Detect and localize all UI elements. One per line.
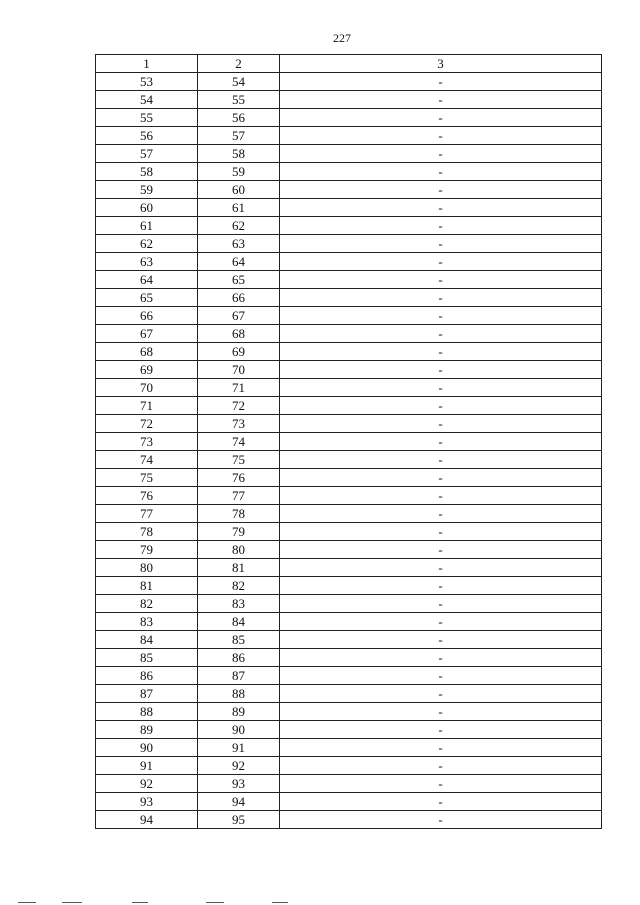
table-row [96,775,602,793]
table-cell-col-2: 67 [198,307,280,325]
table-cell-col-2: 62 [198,217,280,235]
table-row [96,523,602,541]
data-table [95,54,602,829]
table-cell-col-2: 64 [198,253,280,271]
table-cell-col-3: - [280,343,602,361]
column-header-1: 1 [96,55,198,73]
table-cell-col-3: - [280,487,602,505]
table-cell-col-1: 85 [96,649,198,667]
table-row [96,253,602,271]
table-cell-col-3: - [280,397,602,415]
table-cell-col-3: - [280,127,602,145]
table-cell-col-2: 56 [198,109,280,127]
table-cell-col-1: 72 [96,415,198,433]
column-header-3: 3 [280,55,602,73]
table-row [96,487,602,505]
table-cell-col-3: - [280,109,602,127]
table-cell-col-3: - [280,721,602,739]
table-cell-col-3: - [280,271,602,289]
table-cell-col-2: 89 [198,703,280,721]
table-cell-col-3: - [280,145,602,163]
table-cell-col-2: 54 [198,73,280,91]
table-row [96,343,602,361]
table-cell-col-1: 82 [96,595,198,613]
table-cell-col-3: - [280,523,602,541]
table-cell-col-3: - [280,469,602,487]
table-row [96,541,602,559]
table-cell-col-2: 55 [198,91,280,109]
table-row [96,415,602,433]
table-cell-col-2: 83 [198,595,280,613]
table-cell-col-1: 64 [96,271,198,289]
table-cell-col-1: 62 [96,235,198,253]
table-cell-col-2: 58 [198,145,280,163]
table-cell-col-2: 85 [198,631,280,649]
table-row [96,127,602,145]
table-cell-col-3: - [280,739,602,757]
table-row [96,811,602,829]
table-cell-col-2: 57 [198,127,280,145]
table-row [96,595,602,613]
table-row [96,667,602,685]
table-cell-col-3: - [280,289,602,307]
table-cell-col-1: 90 [96,739,198,757]
table-cell-col-2: 71 [198,379,280,397]
table-cell-col-1: 61 [96,217,198,235]
table-row [96,361,602,379]
table-cell-col-1: 79 [96,541,198,559]
table-row [96,235,602,253]
table-cell-col-3: - [280,91,602,109]
table-cell-col-3: - [280,73,602,91]
page-number: 227 [333,31,351,45]
table-cell-col-3: - [280,307,602,325]
header-row [96,55,602,73]
table-row [96,505,602,523]
table-cell-col-2: 94 [198,793,280,811]
table-cell-col-2: 73 [198,415,280,433]
table-row [96,181,602,199]
table-cell-col-2: 74 [198,433,280,451]
table-cell-col-1: 81 [96,577,198,595]
table-cell-col-2: 80 [198,541,280,559]
table-cell-col-3: - [280,541,602,559]
table-cell-col-1: 53 [96,73,198,91]
table-row [96,163,602,181]
table-cell-col-3: - [280,775,602,793]
table-cell-col-1: 83 [96,613,198,631]
table-cell-col-3: - [280,613,602,631]
table-row [96,145,602,163]
table-body [96,73,602,829]
table-cell-col-1: 59 [96,181,198,199]
table-cell-col-2: 65 [198,271,280,289]
table-cell-col-1: 58 [96,163,198,181]
table-cell-col-3: - [280,811,602,829]
table-cell-col-3: - [280,505,602,523]
table-cell-col-2: 68 [198,325,280,343]
table-cell-col-2: 72 [198,397,280,415]
table-cell-col-3: - [280,163,602,181]
table-cell-col-2: 76 [198,469,280,487]
table-row [96,469,602,487]
table-cell-col-1: 54 [96,91,198,109]
table-row [96,559,602,577]
table-cell-col-2: 87 [198,667,280,685]
table-cell-col-2: 92 [198,757,280,775]
table-cell-col-1: 74 [96,451,198,469]
table-cell-col-1: 71 [96,397,198,415]
table-cell-col-1: 94 [96,811,198,829]
table-row [96,703,602,721]
table-row [96,451,602,469]
table-cell-col-2: 79 [198,523,280,541]
table-row [96,217,602,235]
table-cell-col-1: 88 [96,703,198,721]
table-cell-col-2: 81 [198,559,280,577]
table-cell-col-2: 70 [198,361,280,379]
table-header [96,55,602,73]
table-row [96,613,602,631]
table-cell-col-1: 86 [96,667,198,685]
table-row [96,397,602,415]
table-cell-col-2: 84 [198,613,280,631]
table-cell-col-3: - [280,181,602,199]
table-row [96,73,602,91]
table-cell-col-1: 55 [96,109,198,127]
table-cell-col-3: - [280,757,602,775]
table-cell-col-2: 93 [198,775,280,793]
table-cell-col-3: - [280,235,602,253]
table-cell-col-1: 73 [96,433,198,451]
table-cell-col-2: 63 [198,235,280,253]
table-cell-col-1: 76 [96,487,198,505]
table-cell-col-2: 82 [198,577,280,595]
table-cell-col-2: 59 [198,163,280,181]
table-cell-col-3: - [280,451,602,469]
table-cell-col-2: 90 [198,721,280,739]
table-cell-col-1: 84 [96,631,198,649]
table-cell-col-1: 89 [96,721,198,739]
table-cell-col-1: 87 [96,685,198,703]
table-cell-col-3: - [280,793,602,811]
table-row [96,721,602,739]
table-cell-col-1: 57 [96,145,198,163]
table-cell-col-1: 69 [96,361,198,379]
table-row [96,307,602,325]
table-cell-col-1: 68 [96,343,198,361]
table-cell-col-3: - [280,667,602,685]
table-cell-col-2: 86 [198,649,280,667]
table-cell-col-3: - [280,433,602,451]
table-cell-col-3: - [280,595,602,613]
table-cell-col-1: 78 [96,523,198,541]
table-cell-col-3: - [280,199,602,217]
table-row [96,577,602,595]
table-row [96,631,602,649]
table-row [96,325,602,343]
table-cell-col-2: 95 [198,811,280,829]
table-cell-col-2: 69 [198,343,280,361]
table-row [96,379,602,397]
table-cell-col-1: 65 [96,289,198,307]
table-cell-col-3: - [280,415,602,433]
table-cell-col-2: 88 [198,685,280,703]
table-row [96,433,602,451]
table-cell-col-1: 66 [96,307,198,325]
table-cell-col-2: 66 [198,289,280,307]
table-cell-col-3: - [280,361,602,379]
table-cell-col-1: 67 [96,325,198,343]
table-cell-col-1: 60 [96,199,198,217]
table-row [96,685,602,703]
table-row [96,109,602,127]
table-cell-col-1: 77 [96,505,198,523]
table-cell-col-1: 63 [96,253,198,271]
table-cell-col-2: 77 [198,487,280,505]
table-row [96,757,602,775]
table-cell-col-3: - [280,577,602,595]
table-cell-col-2: 61 [198,199,280,217]
table-cell-col-1: 92 [96,775,198,793]
table-row [96,199,602,217]
table-cell-col-3: - [280,631,602,649]
table-cell-col-1: 93 [96,793,198,811]
table-cell-col-3: - [280,649,602,667]
table-row [96,739,602,757]
table-row [96,91,602,109]
table-cell-col-1: 80 [96,559,198,577]
table-cell-col-3: - [280,685,602,703]
table-cell-col-1: 91 [96,757,198,775]
table-cell-col-2: 78 [198,505,280,523]
table-cell-col-3: - [280,325,602,343]
table-row [96,271,602,289]
table-cell-col-3: - [280,253,602,271]
table-cell-col-3: - [280,217,602,235]
table-cell-col-3: - [280,559,602,577]
table-cell-col-2: 60 [198,181,280,199]
table-cell-col-2: 75 [198,451,280,469]
table-row [96,793,602,811]
table-cell-col-1: 56 [96,127,198,145]
table-cell-col-3: - [280,703,602,721]
table-row [96,289,602,307]
table-cell-col-1: 75 [96,469,198,487]
table-cell-col-1: 70 [96,379,198,397]
table-cell-col-2: 91 [198,739,280,757]
table-row [96,649,602,667]
column-header-2: 2 [198,55,280,73]
table-cell-col-3: - [280,379,602,397]
